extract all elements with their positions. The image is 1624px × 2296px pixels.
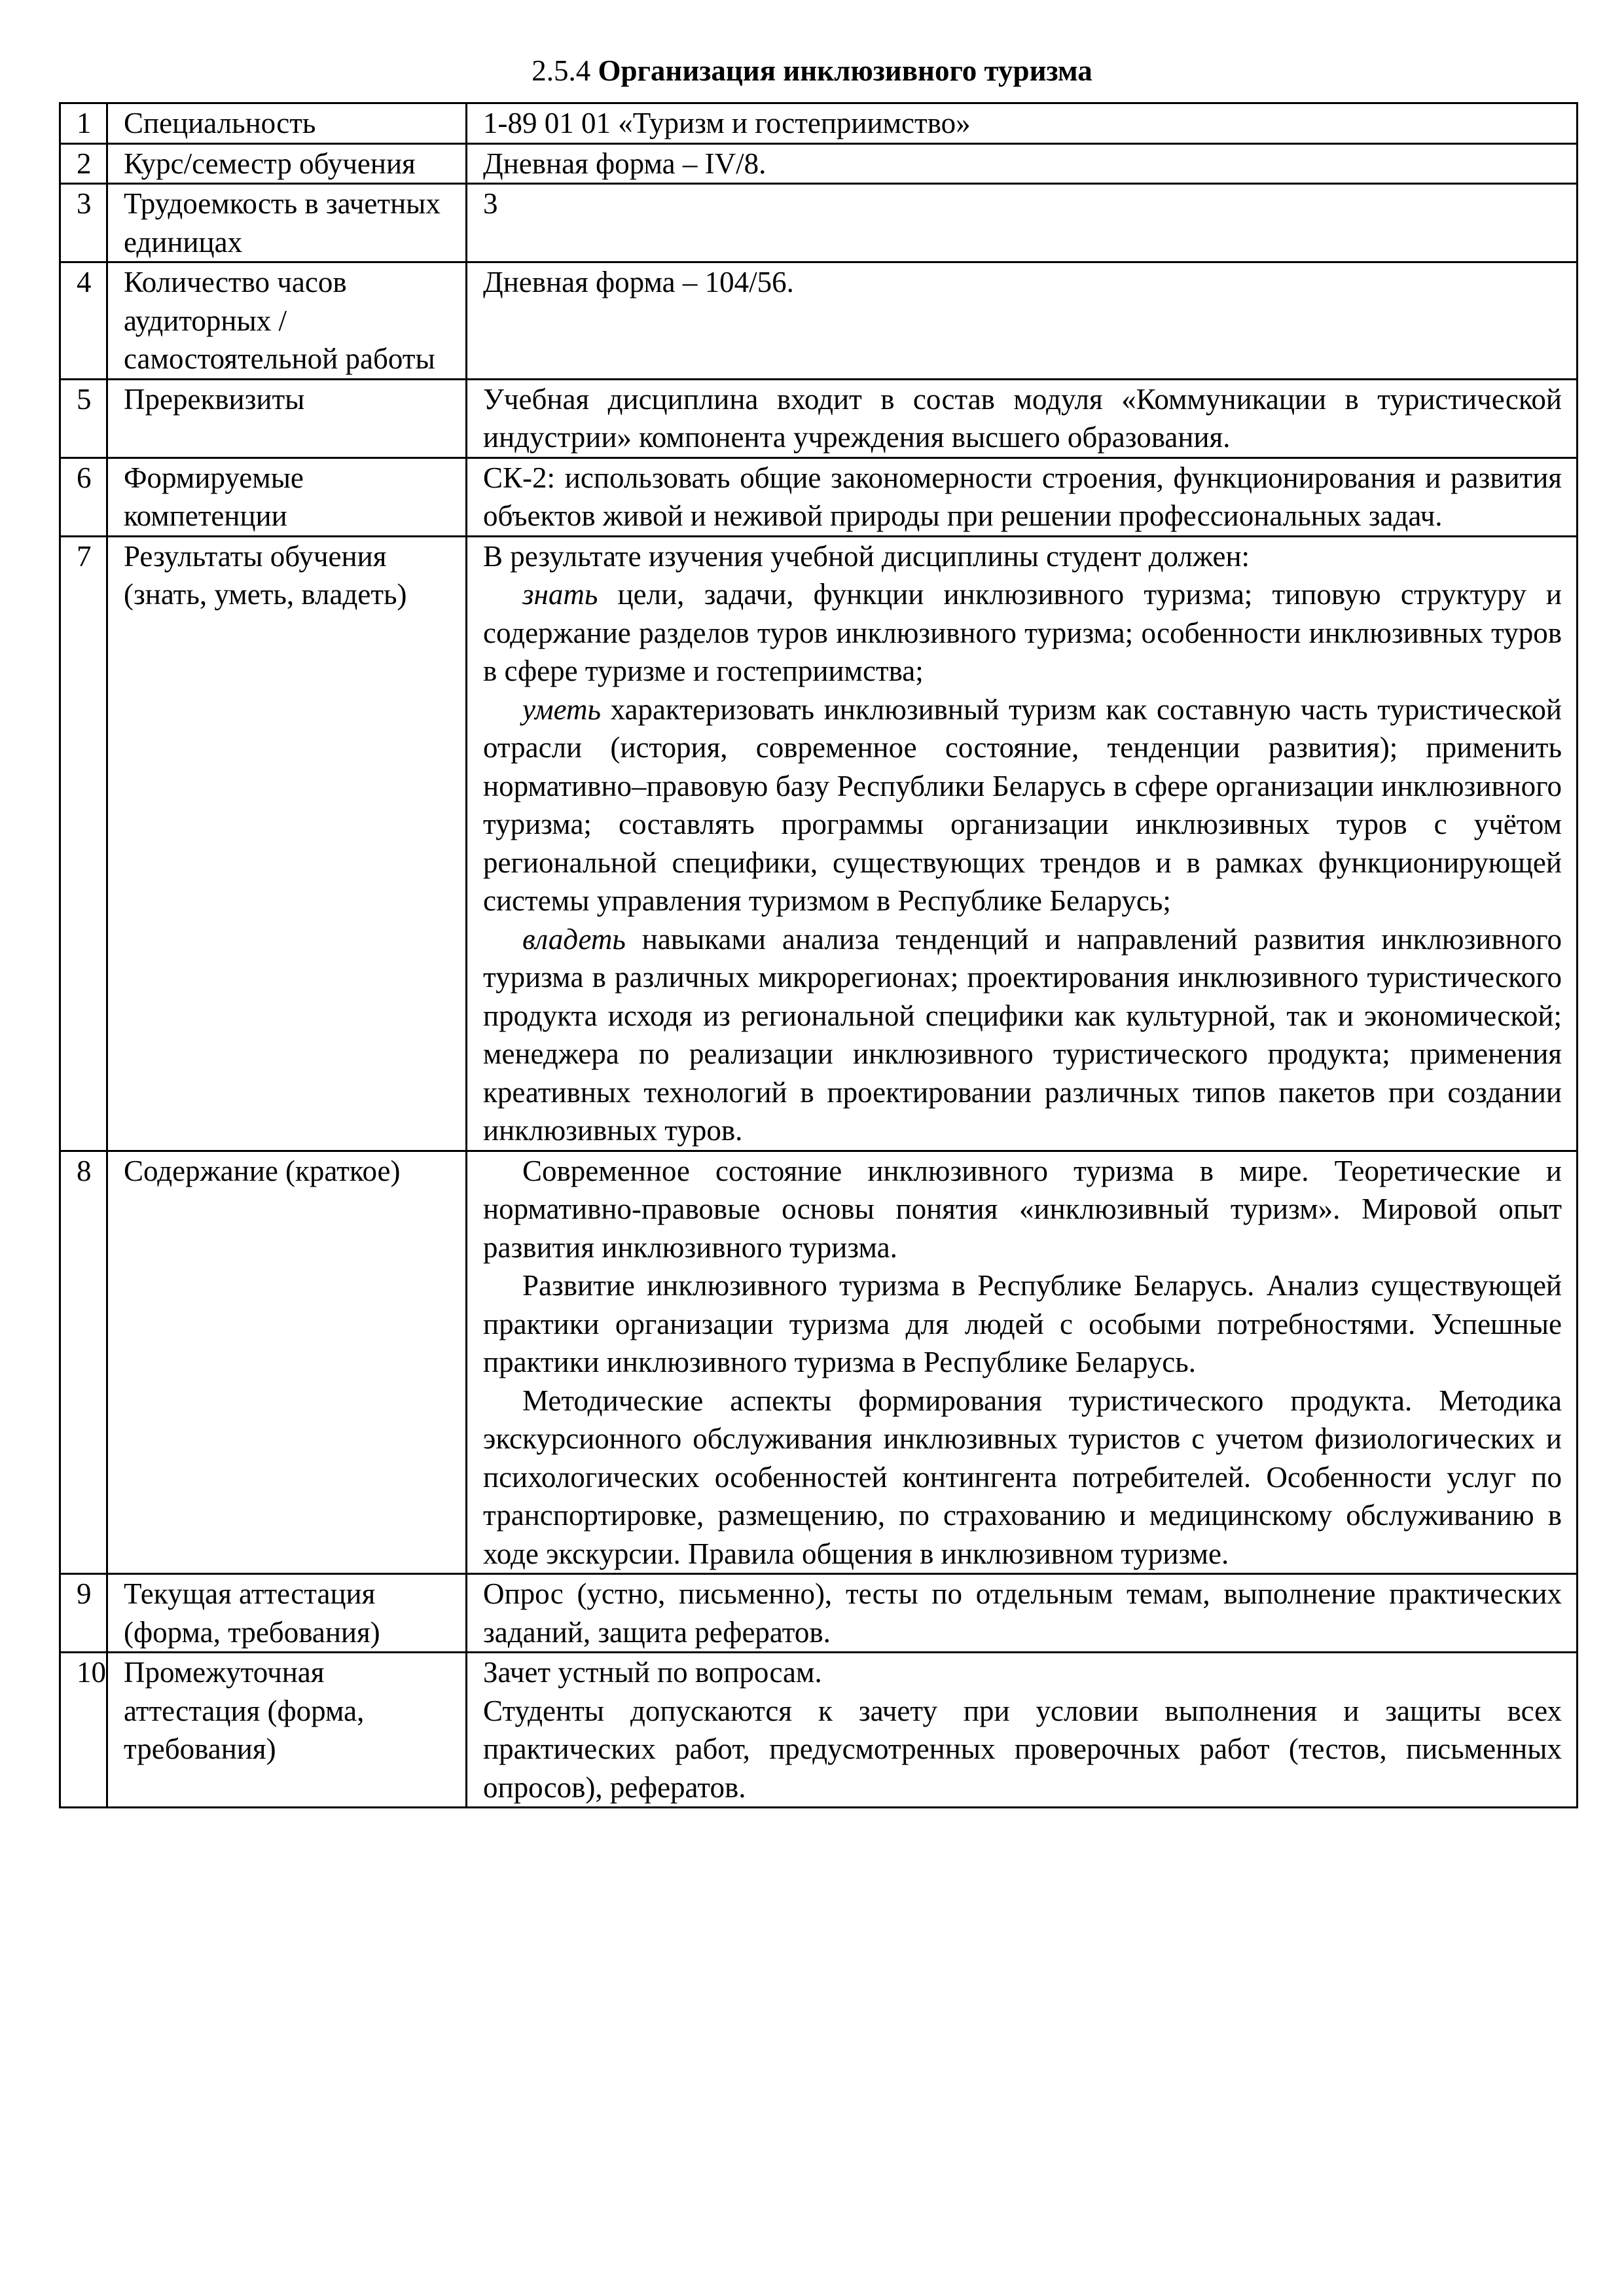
row-number: 3 <box>60 184 107 262</box>
row-number: 5 <box>60 379 107 457</box>
table-row <box>60 536 1578 1151</box>
outcome-lead-master: владеть <box>522 922 626 956</box>
row-value <box>467 1151 1578 1574</box>
value-paragraph: Развитие инклюзивного туризма в Республике Беларусь. Анализ существующей практики организации туризма для людей с особыми потребностями. Успешные практики инклюзивного туризма в Республике Беларусь. <box>483 1269 1562 1378</box>
table-row <box>60 457 1578 536</box>
row-number: 7 <box>60 536 107 1151</box>
row-label: Пререквизиты <box>107 379 467 457</box>
value-paragraph: 3 <box>483 187 498 220</box>
row-value <box>467 1653 1578 1808</box>
row-number: 10 <box>60 1653 107 1808</box>
outcome-lead-can: уметь <box>522 692 601 726</box>
outcome-lead-know: знать <box>522 578 598 611</box>
value-paragraph: Студенты допускаются к зачету при условии выполнения и защиты всех практических работ, предусмотренных проверочных работ (тестов, письменных опросов), рефератов. <box>483 1694 1562 1804</box>
row-number: 6 <box>60 457 107 536</box>
row-number: 1 <box>60 103 107 144</box>
value-paragraph: Методические аспекты формирования туристического продукта. Методика экскурсионного обслуживания инклюзивных туристов с учетом физиологических и психологических особенностей контингента потребителей. Особенности услуг по транспортировке, размещению, по страхованию и медицинскому обслуживанию в ходе экскурсии. Правила общения в инклюзивном туризме. <box>483 1384 1562 1570</box>
value-paragraph: Учебная дисциплина входит в состав модуля «Коммуникации в туристической индустрии» компонента учреждения высшего образования. <box>483 382 1562 454</box>
outcome-text-know: цели, задачи, функции инклюзивного туризма; типовую структуру и содержание разделов туров инклюзивного туризма; особенности инклюзивных туров в сфере туризме и гостеприимства; <box>483 578 1562 687</box>
row-value <box>467 262 1578 380</box>
value-paragraph: Современное состояние инклюзивного туризма в мире. Теоретические и нормативно-правовые основы понятия «инклюзивный туризм». Мировой опыт развития инклюзивного туризма. <box>483 1154 1562 1264</box>
row-label: Результаты обучения (знать, уметь, владеть) <box>107 536 467 1151</box>
table-row <box>60 1574 1578 1653</box>
table-row <box>60 1151 1578 1574</box>
row-value <box>467 457 1578 536</box>
row-number: 2 <box>60 143 107 184</box>
value-paragraph: 1-89 01 01 «Туризм и гостеприимство» <box>483 107 971 139</box>
row-label: Трудоемкость в зачетных единицах <box>107 184 467 262</box>
row-number: 8 <box>60 1151 107 1574</box>
value-paragraph: Зачет устный по вопросам. <box>483 1656 822 1689</box>
value-paragraph: Дневная форма – 104/56. <box>483 266 794 298</box>
row-value <box>467 379 1578 457</box>
row-value <box>467 143 1578 184</box>
row-label: Содержание (краткое) <box>107 1151 467 1574</box>
value-paragraph: В результате изучения учебной дисциплины студент должен: <box>483 539 1250 573</box>
row-number: 4 <box>60 262 107 380</box>
table-row <box>60 379 1578 457</box>
row-label: Курс/семестр обучения <box>107 143 467 184</box>
table-row <box>60 262 1578 380</box>
row-value <box>467 103 1578 144</box>
value-paragraph: Дневная форма – IV/8. <box>483 147 767 180</box>
page-title <box>0 52 1624 89</box>
table-row <box>60 1653 1578 1808</box>
row-value <box>467 1574 1578 1653</box>
row-label: Специальность <box>107 103 467 144</box>
value-paragraph: СК-2: использовать общие закономерности строения, функционирования и развития объектов живой и неживой природы при решении профессиональных задач. <box>483 461 1562 532</box>
value-paragraph <box>483 920 1562 1150</box>
row-label: Текущая аттестация (форма, требования) <box>107 1574 467 1653</box>
section-title: Организация инклюзивного туризма <box>598 54 1092 87</box>
value-paragraph: Опрос (устно, письменно), тесты по отдельным темам, выполнение практических заданий, защита рефератов. <box>483 1577 1562 1649</box>
outcome-text-can: характеризовать инклюзивный туризм как составную часть туристической отрасли (история, современное состояние, тенденции развития); применить нормативно–правовую базу Республики Беларусь в сфере организации инклюзивного туризма; составлять программы организации инклюзивных туров с учётом региональной специфики, существующих трендов и в рамках функционирующей системы управления туризмом в Республике Беларусь; <box>483 692 1562 917</box>
value-paragraph <box>483 575 1562 691</box>
discipline-info-table <box>59 102 1578 1808</box>
row-label: Промежуточная аттестация (форма, требования) <box>107 1653 467 1808</box>
row-value <box>467 536 1578 1151</box>
row-label: Количество часов аудиторных / самостоятельной работы <box>107 262 467 380</box>
table-row <box>60 103 1578 144</box>
table-row <box>60 143 1578 184</box>
value-paragraph <box>483 691 1562 920</box>
row-number: 9 <box>60 1574 107 1653</box>
row-label: Формируемые компетенции <box>107 457 467 536</box>
section-number: 2.5.4 <box>532 54 591 87</box>
row-value <box>467 184 1578 262</box>
outcome-text-master: навыками анализа тенденций и направлений развития инклюзивного туризма в различных микрорегионах; проектирования инклюзивного туристического продукта исходя из региональной специфики как культурной, так и экономической; менеджера по реализации инклюзивного туристического продукта; применения креативных технологий в проектировании различных типов пакетов при создании инклюзивных туров. <box>483 922 1562 1147</box>
table-row <box>60 184 1578 262</box>
